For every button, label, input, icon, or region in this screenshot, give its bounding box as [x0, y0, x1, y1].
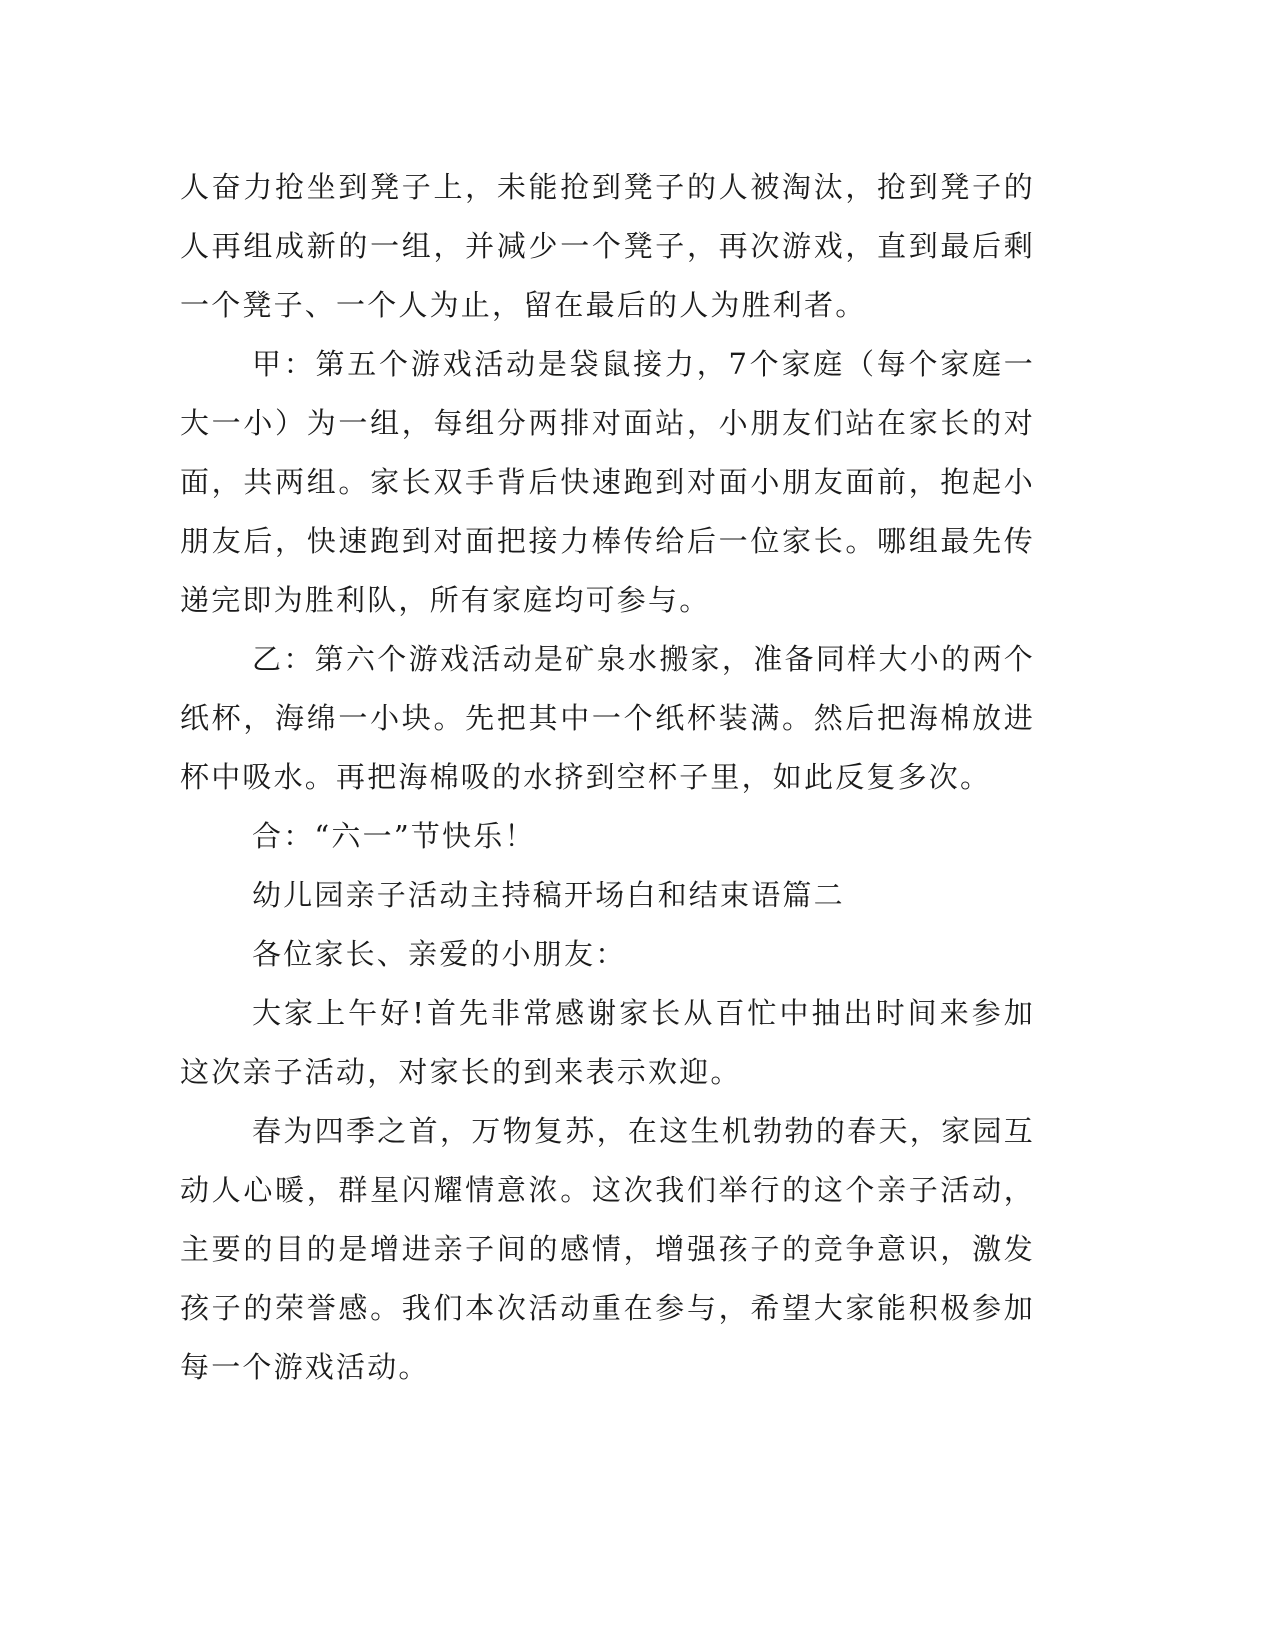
document-body	[180, 158, 1035, 1397]
section-heading-part-two: 幼儿园亲子活动主持稿开场白和结束语篇二	[252, 878, 845, 912]
paragraph-welcome: 大家上午好!首先非常感谢家长从百忙中抽出时间来参加这次亲子活动，对家长的到来表示欢迎。	[180, 996, 1035, 1089]
paragraph-spring-purpose: 春为四季之首，万物复苏，在这生机勃勃的春天，家园互动人心暖，群星闪耀情意浓。这次我们举行的这个亲子活动，主要的目的是增进亲子间的感情，增强孩子的竞争意识，激发孩子的荣誉感。我们本次活动重在参与，希望大家能积极参加每一个游戏活动。	[180, 1114, 1035, 1384]
paragraph-kangaroo-relay: 甲：第五个游戏活动是袋鼠接力，7个家庭（每个家庭一大一小）为一组，每组分两排对面站，小朋友们站在家长的对面，共两组。家长双手背后快速跑到对面小朋友面前，抱起小朋友后，快速跑到对面把接力棒传给后一位家长。哪组最先传递完即为胜利队，所有家庭均可参与。	[180, 347, 1035, 617]
paragraph-chair-game-end: 人奋力抢坐到凳子上，未能抢到凳子的人被淘汰，抢到凳子的人再组成新的一组，并减少一个凳子，再次游戏，直到最后剩一个凳子、一个人为止，留在最后的人为胜利者。	[180, 170, 1035, 322]
paragraph-greeting: 各位家长、亲爱的小朋友：	[252, 937, 627, 971]
paragraph-happy-childrens-day: 合：“六一”节快乐！	[252, 819, 536, 853]
paragraph-water-moving: 乙：第六个游戏活动是矿泉水搬家，准备同样大小的两个纸杯，海绵一小块。先把其中一个纸杯装满。然后把海棉放进杯中吸水。再把海棉吸的水挤到空杯子里，如此反复多次。	[180, 642, 1035, 794]
